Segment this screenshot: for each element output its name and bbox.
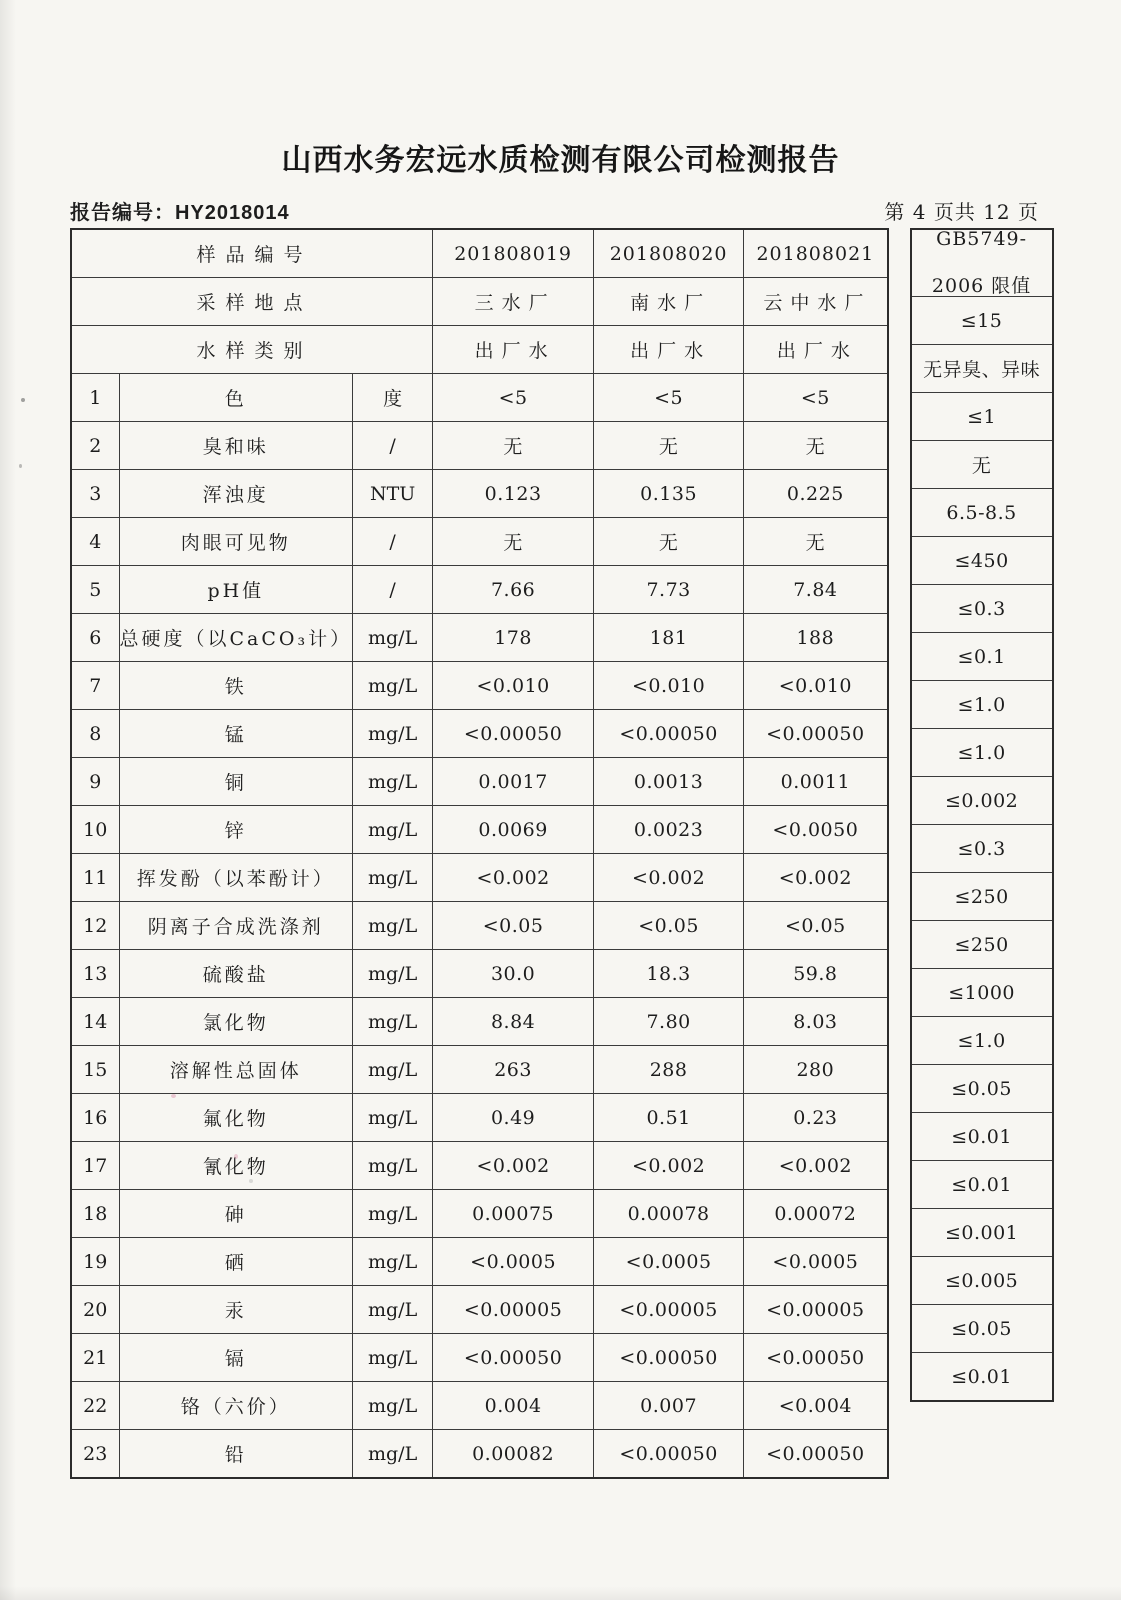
limit-value: ≤0.01: [911, 1113, 1053, 1161]
param-name: 镉: [119, 1334, 353, 1382]
param-name: 臭和味: [119, 422, 353, 470]
limit-column-header: [911, 229, 1053, 297]
row-index: 17: [71, 1142, 119, 1190]
sample2-value: <0.002: [594, 854, 744, 902]
sample3-value: <0.00005: [744, 1286, 888, 1334]
sample-id-3: 201808021: [744, 229, 888, 278]
limit-table: [910, 228, 1054, 1402]
table-header: [71, 229, 888, 374]
limit-row: [911, 441, 1053, 489]
param-name: 总硬度（以CaCO₃计）: [119, 614, 353, 662]
param-name: 砷: [119, 1190, 353, 1238]
sample1-value: 无: [433, 422, 594, 470]
sample3-value: <0.002: [744, 1142, 888, 1190]
limit-row: [911, 585, 1053, 633]
row-index: 22: [71, 1382, 119, 1430]
sample3-value: <0.010: [744, 662, 888, 710]
param-name: 氰化物: [119, 1142, 353, 1190]
limit-value: ≤1.0: [911, 1017, 1053, 1065]
sample1-value: 178: [433, 614, 594, 662]
param-name: 铅: [119, 1430, 353, 1479]
table-row: [71, 470, 888, 518]
header-label-sample-id: 样品编号: [71, 229, 433, 278]
table-row: [71, 1334, 888, 1382]
row-index: 12: [71, 902, 119, 950]
row-index: 1: [71, 374, 119, 422]
param-unit: mg/L: [353, 1094, 433, 1142]
table-row: [71, 518, 888, 566]
meta-row: [70, 196, 1045, 225]
sample1-value: 30.0: [433, 950, 594, 998]
scan-artifact: [21, 398, 25, 402]
sample1-value: 0.49: [433, 1094, 594, 1142]
sample-id-1: 201808019: [433, 229, 594, 278]
sample2-value: <0.00050: [594, 710, 744, 758]
limit-body: [911, 297, 1053, 1402]
table-row: [71, 710, 888, 758]
row-index: 21: [71, 1334, 119, 1382]
param-unit: /: [353, 518, 433, 566]
sample3-value: 280: [744, 1046, 888, 1094]
param-name: 锰: [119, 710, 353, 758]
table-body: [71, 374, 888, 1479]
table-row: [71, 614, 888, 662]
table-row: [71, 1286, 888, 1334]
param-unit: mg/L: [353, 1334, 433, 1382]
limit-row: [911, 297, 1053, 345]
row-index: 18: [71, 1190, 119, 1238]
sample1-value: <0.00050: [433, 710, 594, 758]
param-unit: mg/L: [353, 1046, 433, 1094]
limit-value: ≤1.0: [911, 729, 1053, 777]
limit-row: [911, 537, 1053, 585]
table-row: [71, 950, 888, 998]
sample1-value: 0.00075: [433, 1190, 594, 1238]
param-unit: mg/L: [353, 1382, 433, 1430]
table-row: [71, 1046, 888, 1094]
row-index: 5: [71, 566, 119, 614]
limit-row: [911, 633, 1053, 681]
limit-value: ≤0.3: [911, 825, 1053, 873]
table-row: [71, 998, 888, 1046]
limit-value: ≤250: [911, 921, 1053, 969]
param-unit: mg/L: [353, 662, 433, 710]
limit-value: ≤1000: [911, 969, 1053, 1017]
row-index: 23: [71, 1430, 119, 1479]
sample1-value: <0.010: [433, 662, 594, 710]
sample2-value: <5: [594, 374, 744, 422]
sample2-value: <0.00050: [594, 1334, 744, 1382]
param-name: 铁: [119, 662, 353, 710]
param-unit: NTU: [353, 470, 433, 518]
sample2-value: <0.05: [594, 902, 744, 950]
type-1: 出厂水: [433, 326, 594, 374]
sample3-value: 0.0011: [744, 758, 888, 806]
table-row: [71, 1238, 888, 1286]
sample3-value: <0.00050: [744, 710, 888, 758]
sample3-value: <0.0005: [744, 1238, 888, 1286]
sample1-value: <0.0005: [433, 1238, 594, 1286]
limit-row: [911, 345, 1053, 393]
param-unit: mg/L: [353, 614, 433, 662]
limit-row: [911, 1257, 1053, 1305]
sample2-value: 0.135: [594, 470, 744, 518]
sample3-value: 188: [744, 614, 888, 662]
limit-row: [911, 1161, 1053, 1209]
param-unit: mg/L: [353, 950, 433, 998]
param-unit: mg/L: [353, 806, 433, 854]
table-row: [71, 422, 888, 470]
sample3-value: <5: [744, 374, 888, 422]
param-unit: mg/L: [353, 998, 433, 1046]
limit-row: [911, 969, 1053, 1017]
sample3-value: 0.225: [744, 470, 888, 518]
main-table: [70, 228, 889, 1479]
limit-row: [911, 1113, 1053, 1161]
limit-row: [911, 393, 1053, 441]
sample2-value: 7.80: [594, 998, 744, 1046]
header-label-sampling-site: 采样地点: [71, 278, 433, 326]
sample3-value: <0.00050: [744, 1430, 888, 1479]
limit-row: [911, 873, 1053, 921]
row-index: 4: [71, 518, 119, 566]
sample2-value: 无: [594, 422, 744, 470]
sample2-value: <0.00005: [594, 1286, 744, 1334]
limit-value: ≤0.002: [911, 777, 1053, 825]
sample1-value: 0.00082: [433, 1430, 594, 1479]
limit-value: ≤250: [911, 873, 1053, 921]
table-row: [71, 902, 888, 950]
param-unit: mg/L: [353, 854, 433, 902]
row-index: 14: [71, 998, 119, 1046]
limit-header-line1: GB5749-: [936, 229, 1028, 250]
site-2: 南水厂: [594, 278, 744, 326]
param-name: 溶解性总固体: [119, 1046, 353, 1094]
sample1-value: <0.00005: [433, 1286, 594, 1334]
row-index: 7: [71, 662, 119, 710]
table-row: [71, 662, 888, 710]
param-unit: mg/L: [353, 1430, 433, 1479]
param-unit: mg/L: [353, 1238, 433, 1286]
sample3-value: <0.002: [744, 854, 888, 902]
limit-row: [911, 1353, 1053, 1402]
report-number: 报告编号：HY2018014: [70, 202, 290, 224]
param-name: 硫酸盐: [119, 950, 353, 998]
limit-value: 6.5-8.5: [911, 489, 1053, 537]
sample2-value: 0.0013: [594, 758, 744, 806]
sample1-value: <5: [433, 374, 594, 422]
sample3-value: 无: [744, 518, 888, 566]
param-unit: mg/L: [353, 758, 433, 806]
row-index: 3: [71, 470, 119, 518]
param-name: 汞: [119, 1286, 353, 1334]
limit-value: ≤0.05: [911, 1065, 1053, 1113]
row-index: 9: [71, 758, 119, 806]
limit-value: ≤0.01: [911, 1161, 1053, 1209]
sample3-value: <0.05: [744, 902, 888, 950]
sample-id-2: 201808020: [594, 229, 744, 278]
sample3-value: 8.03: [744, 998, 888, 1046]
sample2-value: <0.00050: [594, 1430, 744, 1479]
row-index: 8: [71, 710, 119, 758]
param-name: 铬（六价）: [119, 1382, 353, 1430]
sample3-value: 0.00072: [744, 1190, 888, 1238]
row-index: 6: [71, 614, 119, 662]
header-row-sample-type: [71, 326, 888, 374]
limit-value: ≤0.1: [911, 633, 1053, 681]
limit-row: [911, 921, 1053, 969]
table-row: [71, 1190, 888, 1238]
sample3-value: 0.23: [744, 1094, 888, 1142]
row-index: 19: [71, 1238, 119, 1286]
sample2-value: <0.002: [594, 1142, 744, 1190]
param-unit: /: [353, 422, 433, 470]
table-row: [71, 1094, 888, 1142]
sample1-value: 无: [433, 518, 594, 566]
table-row: [71, 854, 888, 902]
param-unit: mg/L: [353, 902, 433, 950]
limit-value: ≤0.001: [911, 1209, 1053, 1257]
limit-header-row: [911, 229, 1053, 297]
limit-row: [911, 825, 1053, 873]
limit-row: [911, 1017, 1053, 1065]
param-unit: mg/L: [353, 1142, 433, 1190]
header-row-sampling-site: [71, 278, 888, 326]
limit-value: ≤0.05: [911, 1305, 1053, 1353]
sample2-value: 无: [594, 518, 744, 566]
param-name: 浑浊度: [119, 470, 353, 518]
sample2-value: 0.00078: [594, 1190, 744, 1238]
sample1-value: 0.004: [433, 1382, 594, 1430]
sample1-value: 8.84: [433, 998, 594, 1046]
limit-row: [911, 681, 1053, 729]
param-name: 硒: [119, 1238, 353, 1286]
sample2-value: 7.73: [594, 566, 744, 614]
limit-row: [911, 1065, 1053, 1113]
sample2-value: 288: [594, 1046, 744, 1094]
param-unit: mg/L: [353, 710, 433, 758]
limit-row: [911, 777, 1053, 825]
type-3: 出厂水: [744, 326, 888, 374]
param-name: 色: [119, 374, 353, 422]
row-index: 13: [71, 950, 119, 998]
table-row: [71, 1382, 888, 1430]
sample1-value: <0.002: [433, 854, 594, 902]
sample1-value: 7.66: [433, 566, 594, 614]
table-row: [71, 1142, 888, 1190]
sample1-value: <0.05: [433, 902, 594, 950]
sample1-value: <0.002: [433, 1142, 594, 1190]
param-name: 阴离子合成洗涤剂: [119, 902, 353, 950]
table-row: [71, 374, 888, 422]
sample1-value: 0.0017: [433, 758, 594, 806]
limit-value: ≤15: [911, 297, 1053, 345]
row-index: 20: [71, 1286, 119, 1334]
sample3-value: 7.84: [744, 566, 888, 614]
param-name: 氟化物: [119, 1094, 353, 1142]
table-row: [71, 1430, 888, 1479]
param-unit: mg/L: [353, 1286, 433, 1334]
param-unit: 度: [353, 374, 433, 422]
param-name: 肉眼可见物: [119, 518, 353, 566]
limit-value: ≤0.01: [911, 1353, 1053, 1402]
param-name: 氯化物: [119, 998, 353, 1046]
report-table: [70, 228, 1054, 1479]
limit-value: ≤1: [911, 393, 1053, 441]
table-row: [71, 758, 888, 806]
table-row: [71, 806, 888, 854]
page-title: 山西水务宏远水质检测有限公司检测报告: [281, 144, 840, 177]
limit-value: 无: [911, 441, 1053, 489]
sample1-value: <0.00050: [433, 1334, 594, 1382]
limit-header-line2: 2006 限值: [931, 275, 1032, 297]
sample2-value: 0.0023: [594, 806, 744, 854]
row-index: 15: [71, 1046, 119, 1094]
param-name: 锌: [119, 806, 353, 854]
param-unit: mg/L: [353, 1190, 433, 1238]
limit-row: [911, 1305, 1053, 1353]
limit-row: [911, 1209, 1053, 1257]
param-name: 挥发酚（以苯酚计）: [119, 854, 353, 902]
sample2-value: 0.51: [594, 1094, 744, 1142]
limit-value: ≤1.0: [911, 681, 1053, 729]
sample2-value: 18.3: [594, 950, 744, 998]
column-gap: [889, 228, 910, 1479]
sample2-value: 181: [594, 614, 744, 662]
sample2-value: <0.0005: [594, 1238, 744, 1286]
row-index: 10: [71, 806, 119, 854]
table-row: [71, 566, 888, 614]
sample1-value: 263: [433, 1046, 594, 1094]
sample2-value: <0.010: [594, 662, 744, 710]
page-indicator: 第 4 页共 12 页: [884, 200, 1039, 224]
sample1-value: 0.123: [433, 470, 594, 518]
param-unit: /: [353, 566, 433, 614]
sample3-value: <0.0050: [744, 806, 888, 854]
limit-value: 无异臭、异味: [911, 345, 1053, 393]
scan-artifact: [19, 464, 22, 468]
param-name: pH值: [119, 566, 353, 614]
limit-value: ≤0.005: [911, 1257, 1053, 1305]
row-index: 2: [71, 422, 119, 470]
type-2: 出厂水: [594, 326, 744, 374]
row-index: 11: [71, 854, 119, 902]
sample2-value: 0.007: [594, 1382, 744, 1430]
sample3-value: 59.8: [744, 950, 888, 998]
sample3-value: <0.004: [744, 1382, 888, 1430]
row-index: 16: [71, 1094, 119, 1142]
sample3-value: 无: [744, 422, 888, 470]
param-name: 铜: [119, 758, 353, 806]
limit-row: [911, 729, 1053, 777]
limit-value: ≤0.3: [911, 585, 1053, 633]
site-3: 云中水厂: [744, 278, 888, 326]
sample1-value: 0.0069: [433, 806, 594, 854]
header-label-sample-type: 水样类别: [71, 326, 433, 374]
limit-value: ≤450: [911, 537, 1053, 585]
header-row-sample-id: [71, 229, 888, 278]
sample3-value: <0.00050: [744, 1334, 888, 1382]
site-1: 三水厂: [433, 278, 594, 326]
limit-row: [911, 489, 1053, 537]
